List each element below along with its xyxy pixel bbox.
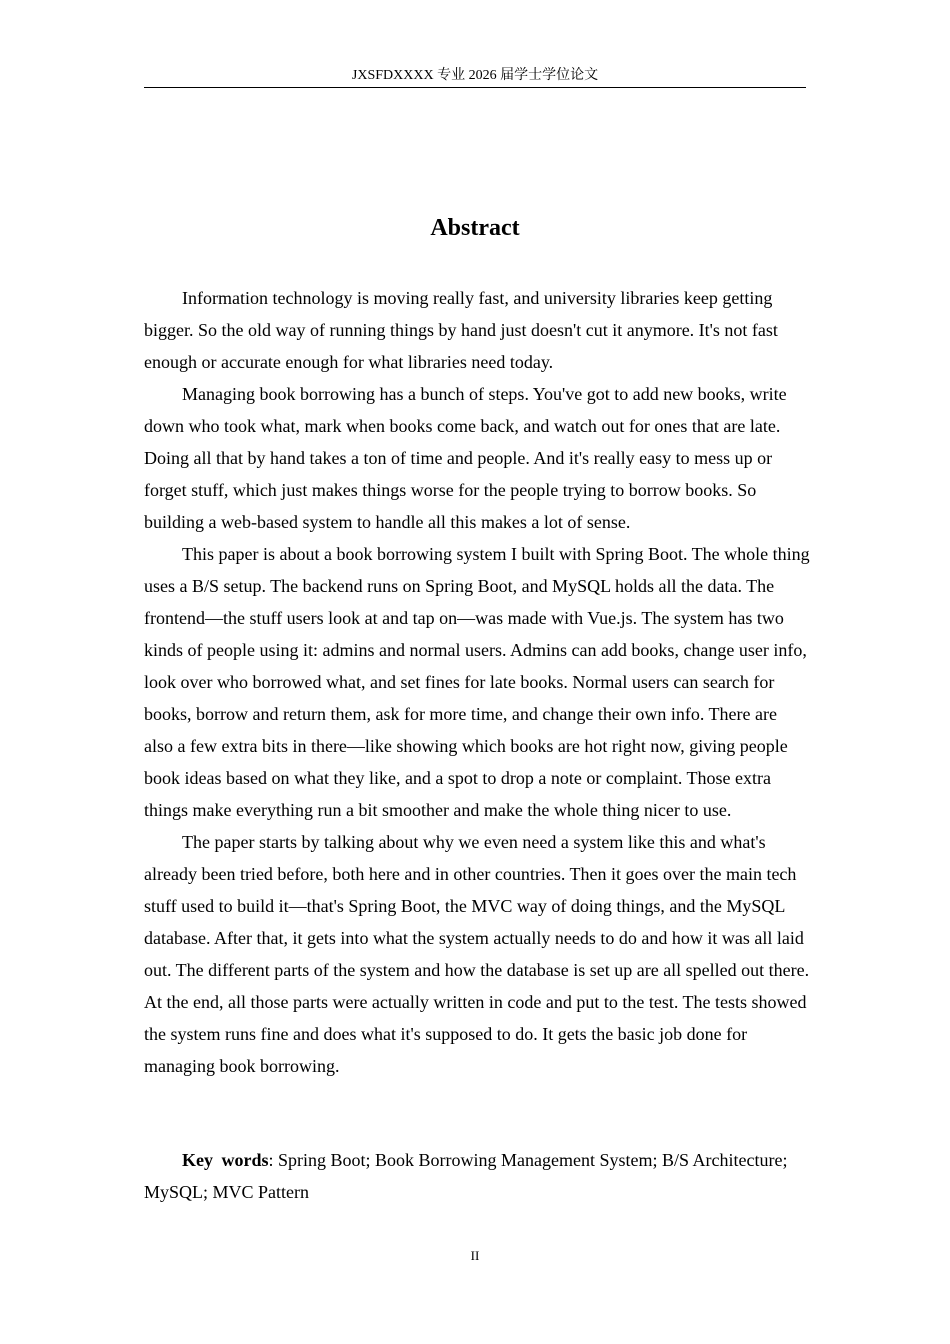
header-rule <box>144 87 806 88</box>
abstract-paragraph-1: Information technology is moving really fast, and university libraries keep getting bigger. So the old way of running things by hand just doesn't cut it anymore. It's not fast enough or accurate enough for what libraries need today. <box>144 288 778 372</box>
abstract-title: Abstract <box>430 215 520 241</box>
keywords-separator: : <box>268 1150 279 1170</box>
abstract-paragraph-4: The paper starts by talking about why we even need a system like this and what's already been tried before, both here and in other countries. Then it goes over the main tech stuff used to build it—that's Spring Boot, the MVC way of doing things, and the MySQL database. After that, it gets into what the system actually needs to do and how it was all laid out. The different parts of the system and how the database is set up are all spelled out there. At the end, all those parts were actually written in code and put to the test. The tests showed the system runs fine and does what it's supposed to do. It gets the basic job done for managing book borrowing. <box>144 832 810 1076</box>
keywords-list: Spring Boot; Book Borrowing Management System; B/S Architecture; MySQL; MVC Pattern <box>144 1150 788 1202</box>
abstract-paragraph-3: This paper is about a book borrowing system I built with Spring Boot. The whole thing uses a B/S setup. The backend runs on Spring Boot, and MySQL holds all the data. The frontend—the stuff users look at and tap on—was made with Vue.js. The system has two kinds of people using it: admins and normal users. Admins can add books, change user info, look over who borrowed what, and set fines for late books. Normal users can search for books, borrow and return them, ask for more time, and change their own info. There are also a few extra bits in there—like showing which books are hot right now, giving people book ideas based on what they like, and a spot to drop a note or complaint. Those extra things make everything run a bit smoother and make the whole thing nicer to use. <box>144 544 810 820</box>
keywords-line <box>144 1144 810 1208</box>
running-header: JXSFDXXXX 专业 2026 届学士学位论文 <box>351 68 599 83</box>
page-number: II <box>470 1248 480 1263</box>
abstract-body <box>144 282 810 1082</box>
keywords-label: Key words <box>182 1150 269 1170</box>
abstract-paragraph-2: Managing book borrowing has a bunch of steps. You've got to add new books, write down who took what, mark when books come back, and watch out for ones that are late. Doing all that by hand takes a ton of time and people. And it's really easy to mess up or forget stuff, which just makes things worse for the people trying to borrow books. So building a web-based system to handle all this makes a lot of sense. <box>144 384 787 532</box>
